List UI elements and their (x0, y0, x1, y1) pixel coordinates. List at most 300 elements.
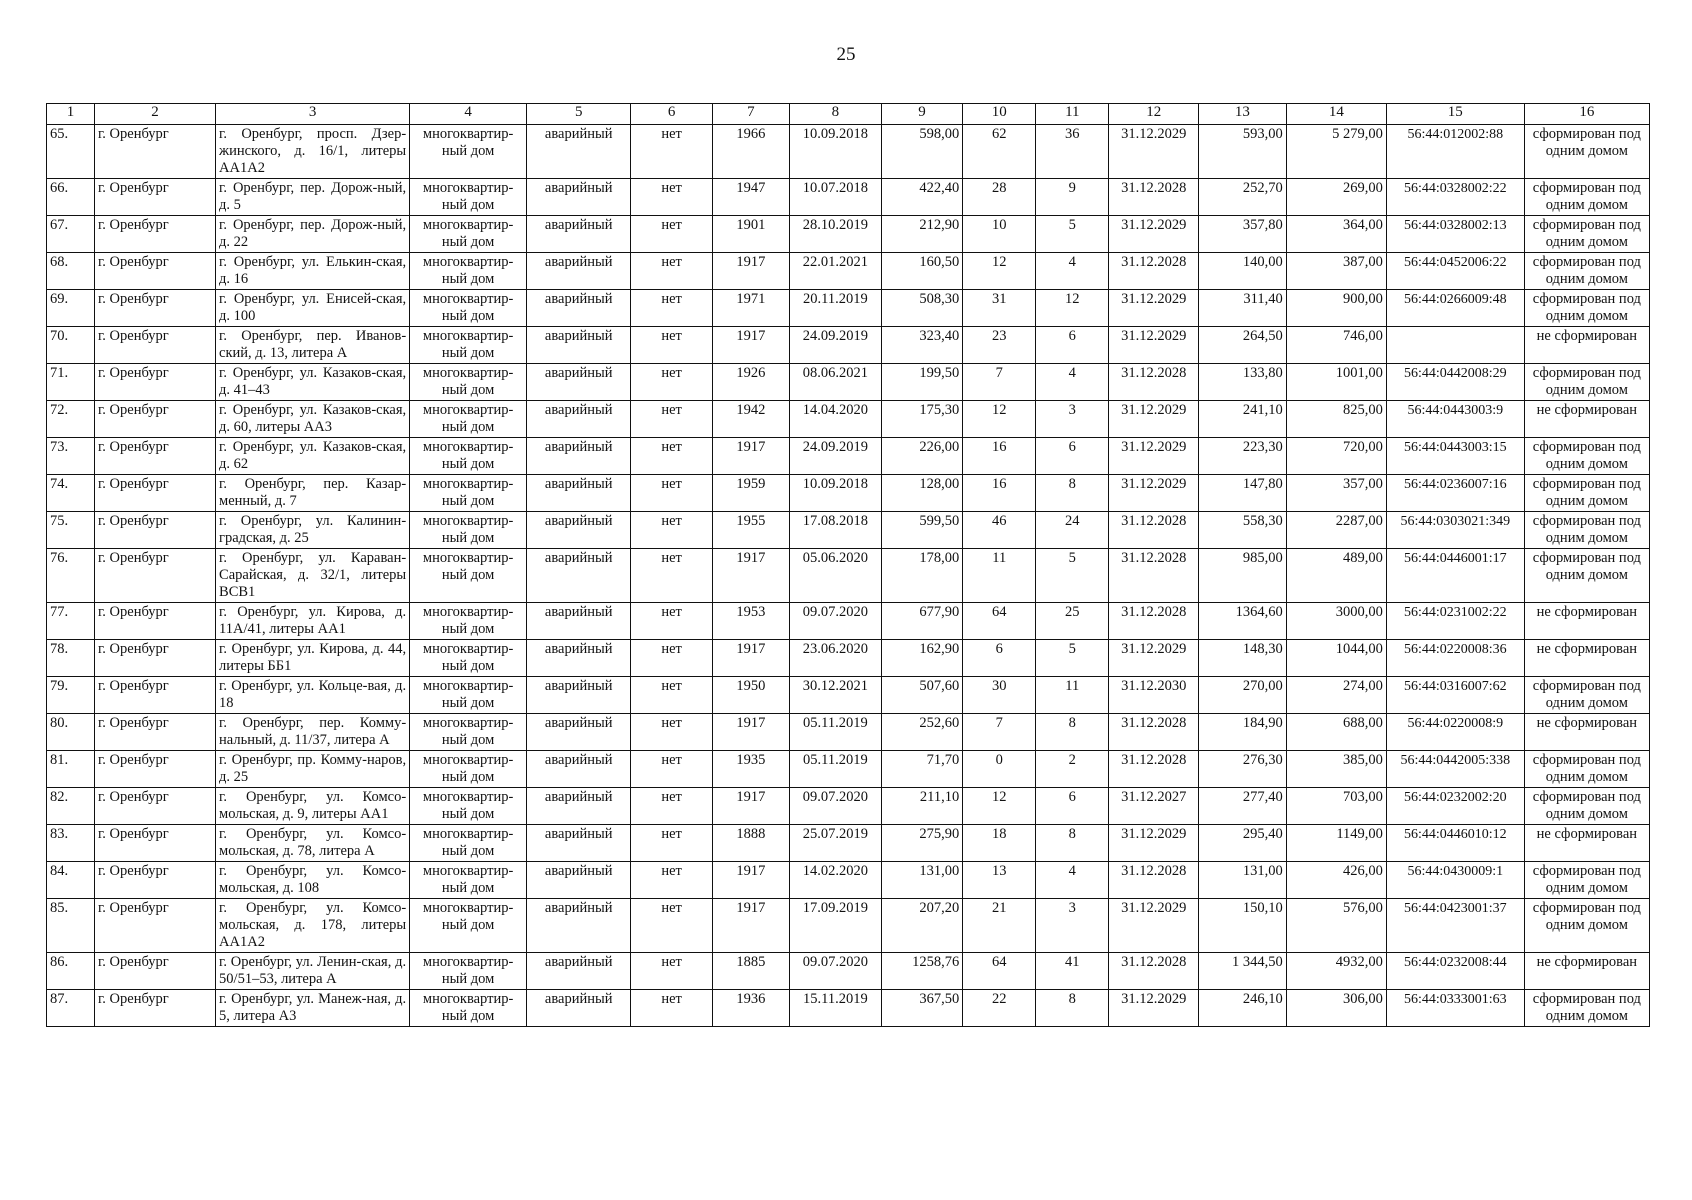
residents-cell: 31 (963, 290, 1036, 327)
area-cell: 128,00 (881, 475, 962, 512)
condition-cell: аварийный (527, 640, 631, 677)
column-13-cell: 140,00 (1199, 253, 1287, 290)
building-type-cell: многоквартир-ный дом (410, 125, 527, 179)
year-built-cell: 1917 (712, 714, 789, 751)
residents-cell: 13 (963, 862, 1036, 899)
building-type-cell: многоквартир-ный дом (410, 603, 527, 640)
recognition-date-cell: 23.06.2020 (790, 640, 882, 677)
column-13-cell: 270,00 (1199, 677, 1287, 714)
flag-cell: нет (631, 179, 712, 216)
cadastral-number-cell: 56:44:0266009:48 (1386, 290, 1524, 327)
flag-cell: нет (631, 549, 712, 603)
address-cell: г. Оренбург, пер. Иванов-ский, д. 13, литера А (216, 327, 410, 364)
table-row (47, 788, 1650, 825)
address-cell: г. Оренбург, ул. Кольце-вая, д. 18 (216, 677, 410, 714)
address-cell: г. Оренбург, пер. Казар-менный, д. 7 (216, 475, 410, 512)
residents-cell: 64 (963, 603, 1036, 640)
column-13-cell: 985,00 (1199, 549, 1287, 603)
residents-cell: 12 (963, 401, 1036, 438)
recognition-date-cell: 05.11.2019 (790, 751, 882, 788)
recognition-date-cell: 17.08.2018 (790, 512, 882, 549)
recognition-date-cell: 10.09.2018 (790, 125, 882, 179)
column-header-11: 11 (1036, 104, 1109, 125)
residents-cell: 11 (963, 549, 1036, 603)
table-row (47, 603, 1650, 640)
planned-date-cell: 31.12.2029 (1109, 825, 1199, 862)
recognition-date-cell: 05.11.2019 (790, 714, 882, 751)
cadastral-number-cell: 56:44:0442005:338 (1386, 751, 1524, 788)
year-built-cell: 1917 (712, 549, 789, 603)
row-number-cell: 78. (47, 640, 95, 677)
land-plot-status-cell: сформирован под одним домом (1524, 677, 1649, 714)
table-row (47, 899, 1650, 953)
column-14-cell: 720,00 (1286, 438, 1386, 475)
column-14-cell: 387,00 (1286, 253, 1386, 290)
residents-cell: 64 (963, 953, 1036, 990)
year-built-cell: 1901 (712, 216, 789, 253)
condition-cell: аварийный (527, 751, 631, 788)
land-plot-status-cell: сформирован под одним домом (1524, 862, 1649, 899)
row-number-cell: 87. (47, 990, 95, 1027)
condition-cell: аварийный (527, 825, 631, 862)
table-row (47, 179, 1650, 216)
planned-date-cell: 31.12.2028 (1109, 549, 1199, 603)
building-type-cell: многоквартир-ный дом (410, 401, 527, 438)
column-header-14: 14 (1286, 104, 1386, 125)
column-14-cell: 2287,00 (1286, 512, 1386, 549)
column-14-cell: 900,00 (1286, 290, 1386, 327)
units-cell: 6 (1036, 438, 1109, 475)
page-number: 25 (836, 44, 856, 65)
recognition-date-cell: 09.07.2020 (790, 788, 882, 825)
column-14-cell: 269,00 (1286, 179, 1386, 216)
column-14-cell: 4932,00 (1286, 953, 1386, 990)
table-row (47, 216, 1650, 253)
recognition-date-cell: 28.10.2019 (790, 216, 882, 253)
area-cell: 598,00 (881, 125, 962, 179)
city-cell: г. Оренбург (95, 549, 216, 603)
residents-cell: 12 (963, 788, 1036, 825)
city-cell: г. Оренбург (95, 640, 216, 677)
row-number-cell: 67. (47, 216, 95, 253)
land-plot-status-cell: не сформирован (1524, 401, 1649, 438)
condition-cell: аварийный (527, 253, 631, 290)
residents-cell: 12 (963, 253, 1036, 290)
condition-cell: аварийный (527, 953, 631, 990)
recognition-date-cell: 10.09.2018 (790, 475, 882, 512)
cadastral-number-cell: 56:44:012002:88 (1386, 125, 1524, 179)
column-14-cell: 688,00 (1286, 714, 1386, 751)
address-cell: г. Оренбург, ул. Елькин-ская, д. 16 (216, 253, 410, 290)
table-row (47, 549, 1650, 603)
flag-cell: нет (631, 751, 712, 788)
area-cell: 367,50 (881, 990, 962, 1027)
year-built-cell: 1942 (712, 401, 789, 438)
units-cell: 25 (1036, 603, 1109, 640)
table-row (47, 714, 1650, 751)
land-plot-status-cell: сформирован под одним домом (1524, 751, 1649, 788)
table-row (47, 438, 1650, 475)
cadastral-number-cell: 56:44:0430009:1 (1386, 862, 1524, 899)
area-cell: 677,90 (881, 603, 962, 640)
year-built-cell: 1917 (712, 327, 789, 364)
column-header-3: 3 (216, 104, 410, 125)
units-cell: 3 (1036, 401, 1109, 438)
planned-date-cell: 31.12.2028 (1109, 862, 1199, 899)
units-cell: 11 (1036, 677, 1109, 714)
units-cell: 5 (1036, 549, 1109, 603)
flag-cell: нет (631, 216, 712, 253)
table-row (47, 401, 1650, 438)
recognition-date-cell: 08.06.2021 (790, 364, 882, 401)
column-13-cell: 277,40 (1199, 788, 1287, 825)
column-13-cell: 241,10 (1199, 401, 1287, 438)
year-built-cell: 1917 (712, 640, 789, 677)
city-cell: г. Оренбург (95, 677, 216, 714)
planned-date-cell: 31.12.2029 (1109, 640, 1199, 677)
table-row (47, 751, 1650, 788)
units-cell: 6 (1036, 788, 1109, 825)
condition-cell: аварийный (527, 899, 631, 953)
address-cell: г. Оренбург, ул. Кирова, д. 11А/41, литеры АА1 (216, 603, 410, 640)
city-cell: г. Оренбург (95, 401, 216, 438)
city-cell: г. Оренбург (95, 253, 216, 290)
address-cell: г. Оренбург, ул. Комсо-мольская, д. 78, литера А (216, 825, 410, 862)
planned-date-cell: 31.12.2028 (1109, 179, 1199, 216)
units-cell: 12 (1036, 290, 1109, 327)
row-number-cell: 82. (47, 788, 95, 825)
column-header-16: 16 (1524, 104, 1649, 125)
row-number-cell: 70. (47, 327, 95, 364)
address-cell: г. Оренбург, ул. Комсо-мольская, д. 108 (216, 862, 410, 899)
address-cell: г. Оренбург, ул. Казаков-ская, д. 62 (216, 438, 410, 475)
planned-date-cell: 31.12.2028 (1109, 364, 1199, 401)
area-cell: 178,00 (881, 549, 962, 603)
condition-cell: аварийный (527, 788, 631, 825)
recognition-date-cell: 14.02.2020 (790, 862, 882, 899)
area-cell: 508,30 (881, 290, 962, 327)
cadastral-number-cell: 56:44:0333001:63 (1386, 990, 1524, 1027)
column-14-cell: 703,00 (1286, 788, 1386, 825)
column-13-cell: 295,40 (1199, 825, 1287, 862)
table-row (47, 327, 1650, 364)
table-body (47, 125, 1650, 1027)
residents-cell: 62 (963, 125, 1036, 179)
column-14-cell: 5 279,00 (1286, 125, 1386, 179)
building-type-cell: многоквартир-ный дом (410, 714, 527, 751)
units-cell: 8 (1036, 825, 1109, 862)
land-plot-status-cell: сформирован под одним домом (1524, 512, 1649, 549)
address-cell: г. Оренбург, ул. Кирова, д. 44, литеры ББ1 (216, 640, 410, 677)
year-built-cell: 1885 (712, 953, 789, 990)
area-cell: 71,70 (881, 751, 962, 788)
recognition-date-cell: 14.04.2020 (790, 401, 882, 438)
area-cell: 160,50 (881, 253, 962, 290)
column-header-5: 5 (527, 104, 631, 125)
planned-date-cell: 31.12.2029 (1109, 475, 1199, 512)
address-cell: г. Оренбург, ул. Ленин-ская, д. 50/51–53, литера А (216, 953, 410, 990)
flag-cell: нет (631, 714, 712, 751)
building-type-cell: многоквартир-ный дом (410, 990, 527, 1027)
column-header-12: 12 (1109, 104, 1199, 125)
planned-date-cell: 31.12.2029 (1109, 290, 1199, 327)
cadastral-number-cell: 56:44:0236007:16 (1386, 475, 1524, 512)
row-number-cell: 69. (47, 290, 95, 327)
year-built-cell: 1888 (712, 825, 789, 862)
units-cell: 9 (1036, 179, 1109, 216)
city-cell: г. Оренбург (95, 216, 216, 253)
column-14-cell: 274,00 (1286, 677, 1386, 714)
area-cell: 199,50 (881, 364, 962, 401)
column-header-8: 8 (790, 104, 882, 125)
city-cell: г. Оренбург (95, 751, 216, 788)
residents-cell: 6 (963, 640, 1036, 677)
building-type-cell: многоквартир-ный дом (410, 677, 527, 714)
land-plot-status-cell: сформирован под одним домом (1524, 990, 1649, 1027)
building-type-cell: многоквартир-ный дом (410, 788, 527, 825)
column-13-cell: 1 344,50 (1199, 953, 1287, 990)
cadastral-number-cell: 56:44:0423001:37 (1386, 899, 1524, 953)
column-14-cell: 306,00 (1286, 990, 1386, 1027)
land-plot-status-cell: сформирован под одним домом (1524, 253, 1649, 290)
flag-cell: нет (631, 788, 712, 825)
column-13-cell: 311,40 (1199, 290, 1287, 327)
recognition-date-cell: 30.12.2021 (790, 677, 882, 714)
row-number-cell: 77. (47, 603, 95, 640)
column-14-cell: 489,00 (1286, 549, 1386, 603)
building-type-cell: многоквартир-ный дом (410, 512, 527, 549)
building-type-cell: многоквартир-ный дом (410, 216, 527, 253)
cadastral-number-cell: 56:44:0232008:44 (1386, 953, 1524, 990)
recognition-date-cell: 10.07.2018 (790, 179, 882, 216)
planned-date-cell: 31.12.2029 (1109, 401, 1199, 438)
city-cell: г. Оренбург (95, 788, 216, 825)
table-row (47, 253, 1650, 290)
condition-cell: аварийный (527, 438, 631, 475)
address-cell: г. Оренбург, пер. Дорож-ный, д. 22 (216, 216, 410, 253)
units-cell: 2 (1036, 751, 1109, 788)
table-row (47, 825, 1650, 862)
address-cell: г. Оренбург, ул. Казаков-ская, д. 60, литеры АА3 (216, 401, 410, 438)
cadastral-number-cell: 56:44:0232002:20 (1386, 788, 1524, 825)
land-plot-status-cell: не сформирован (1524, 603, 1649, 640)
residents-cell: 16 (963, 438, 1036, 475)
recognition-date-cell: 22.01.2021 (790, 253, 882, 290)
address-cell: г. Оренбург, пер. Комму-нальный, д. 11/37, литера А (216, 714, 410, 751)
column-14-cell: 385,00 (1286, 751, 1386, 788)
year-built-cell: 1917 (712, 438, 789, 475)
table-row (47, 364, 1650, 401)
area-cell: 1258,76 (881, 953, 962, 990)
area-cell: 599,50 (881, 512, 962, 549)
cadastral-number-cell: 56:44:0446010:12 (1386, 825, 1524, 862)
row-number-cell: 84. (47, 862, 95, 899)
column-number-header-row (47, 104, 1650, 125)
land-plot-status-cell: сформирован под одним домом (1524, 125, 1649, 179)
recognition-date-cell: 15.11.2019 (790, 990, 882, 1027)
planned-date-cell: 31.12.2027 (1109, 788, 1199, 825)
flag-cell: нет (631, 677, 712, 714)
column-header-13: 13 (1199, 104, 1287, 125)
units-cell: 8 (1036, 714, 1109, 751)
units-cell: 24 (1036, 512, 1109, 549)
flag-cell: нет (631, 990, 712, 1027)
city-cell: г. Оренбург (95, 475, 216, 512)
area-cell: 131,00 (881, 862, 962, 899)
building-type-cell: многоквартир-ный дом (410, 290, 527, 327)
flag-cell: нет (631, 475, 712, 512)
area-cell: 252,60 (881, 714, 962, 751)
condition-cell: аварийный (527, 990, 631, 1027)
table-row (47, 475, 1650, 512)
condition-cell: аварийный (527, 125, 631, 179)
column-13-cell: 1364,60 (1199, 603, 1287, 640)
flag-cell: нет (631, 253, 712, 290)
column-13-cell: 264,50 (1199, 327, 1287, 364)
row-number-cell: 74. (47, 475, 95, 512)
row-number-cell: 65. (47, 125, 95, 179)
flag-cell: нет (631, 953, 712, 990)
building-type-cell: многоквартир-ный дом (410, 549, 527, 603)
column-13-cell: 357,80 (1199, 216, 1287, 253)
city-cell: г. Оренбург (95, 899, 216, 953)
address-cell: г. Оренбург, ул. Калинин-градская, д. 25 (216, 512, 410, 549)
table-row (47, 990, 1650, 1027)
area-cell: 162,90 (881, 640, 962, 677)
column-header-2: 2 (95, 104, 216, 125)
residents-cell: 22 (963, 990, 1036, 1027)
units-cell: 5 (1036, 640, 1109, 677)
cadastral-number-cell: 56:44:0442008:29 (1386, 364, 1524, 401)
year-built-cell: 1947 (712, 179, 789, 216)
table-row (47, 512, 1650, 549)
land-plot-status-cell: не сформирован (1524, 953, 1649, 990)
column-header-1: 1 (47, 104, 95, 125)
residents-cell: 0 (963, 751, 1036, 788)
area-cell: 226,00 (881, 438, 962, 475)
residents-cell: 18 (963, 825, 1036, 862)
condition-cell: аварийный (527, 179, 631, 216)
land-plot-status-cell: не сформирован (1524, 327, 1649, 364)
row-number-cell: 71. (47, 364, 95, 401)
land-plot-status-cell: сформирован под одним домом (1524, 549, 1649, 603)
cadastral-number-cell: 56:44:0452006:22 (1386, 253, 1524, 290)
condition-cell: аварийный (527, 364, 631, 401)
planned-date-cell: 31.12.2029 (1109, 327, 1199, 364)
column-13-cell: 593,00 (1199, 125, 1287, 179)
recognition-date-cell: 17.09.2019 (790, 899, 882, 953)
residents-cell: 46 (963, 512, 1036, 549)
residents-cell: 28 (963, 179, 1036, 216)
column-header-15: 15 (1386, 104, 1524, 125)
city-cell: г. Оренбург (95, 364, 216, 401)
city-cell: г. Оренбург (95, 603, 216, 640)
row-number-cell: 72. (47, 401, 95, 438)
city-cell: г. Оренбург (95, 825, 216, 862)
planned-date-cell: 31.12.2028 (1109, 751, 1199, 788)
row-number-cell: 68. (47, 253, 95, 290)
column-14-cell: 1001,00 (1286, 364, 1386, 401)
building-type-cell: многоквартир-ный дом (410, 862, 527, 899)
condition-cell: аварийный (527, 216, 631, 253)
city-cell: г. Оренбург (95, 327, 216, 364)
year-built-cell: 1926 (712, 364, 789, 401)
cadastral-number-cell: 56:44:0446001:17 (1386, 549, 1524, 603)
planned-date-cell: 31.12.2029 (1109, 216, 1199, 253)
building-type-cell: многоквартир-ный дом (410, 364, 527, 401)
city-cell: г. Оренбург (95, 512, 216, 549)
table-row (47, 290, 1650, 327)
units-cell: 8 (1036, 990, 1109, 1027)
table-row (47, 677, 1650, 714)
column-13-cell: 558,30 (1199, 512, 1287, 549)
column-13-cell: 133,80 (1199, 364, 1287, 401)
planned-date-cell: 31.12.2028 (1109, 953, 1199, 990)
flag-cell: нет (631, 862, 712, 899)
units-cell: 8 (1036, 475, 1109, 512)
recognition-date-cell: 20.11.2019 (790, 290, 882, 327)
address-cell: г. Оренбург, ул. Енисей-ская, д. 100 (216, 290, 410, 327)
residents-cell: 7 (963, 714, 1036, 751)
cadastral-number-cell: 56:44:0316007:62 (1386, 677, 1524, 714)
recognition-date-cell: 05.06.2020 (790, 549, 882, 603)
land-plot-status-cell: сформирован под одним домом (1524, 290, 1649, 327)
address-cell: г. Оренбург, просп. Дзер-жинского, д. 16/1, литеры АА1А2 (216, 125, 410, 179)
flag-cell: нет (631, 603, 712, 640)
column-header-10: 10 (963, 104, 1036, 125)
land-plot-status-cell: не сформирован (1524, 640, 1649, 677)
condition-cell: аварийный (527, 475, 631, 512)
cadastral-number-cell: 56:44:0303021:349 (1386, 512, 1524, 549)
building-type-cell: многоквартир-ный дом (410, 751, 527, 788)
column-13-cell: 131,00 (1199, 862, 1287, 899)
land-plot-status-cell: не сформирован (1524, 714, 1649, 751)
land-plot-status-cell: сформирован под одним домом (1524, 438, 1649, 475)
planned-date-cell: 31.12.2030 (1109, 677, 1199, 714)
area-cell: 275,90 (881, 825, 962, 862)
units-cell: 4 (1036, 253, 1109, 290)
condition-cell: аварийный (527, 549, 631, 603)
land-plot-status-cell: сформирован под одним домом (1524, 475, 1649, 512)
recognition-date-cell: 24.09.2019 (790, 438, 882, 475)
planned-date-cell: 31.12.2028 (1109, 512, 1199, 549)
units-cell: 41 (1036, 953, 1109, 990)
residents-cell: 7 (963, 364, 1036, 401)
row-number-cell: 75. (47, 512, 95, 549)
cadastral-number-cell: 56:44:0443003:9 (1386, 401, 1524, 438)
flag-cell: нет (631, 899, 712, 953)
recognition-date-cell: 24.09.2019 (790, 327, 882, 364)
condition-cell: аварийный (527, 290, 631, 327)
city-cell: г. Оренбург (95, 290, 216, 327)
column-14-cell: 1044,00 (1286, 640, 1386, 677)
city-cell: г. Оренбург (95, 953, 216, 990)
column-14-cell: 576,00 (1286, 899, 1386, 953)
planned-date-cell: 31.12.2028 (1109, 253, 1199, 290)
planned-date-cell: 31.12.2029 (1109, 990, 1199, 1027)
address-cell: г. Оренбург, пер. Дорож-ный, д. 5 (216, 179, 410, 216)
cadastral-number-cell: 56:44:0231002:22 (1386, 603, 1524, 640)
table-row (47, 862, 1650, 899)
city-cell: г. Оренбург (95, 990, 216, 1027)
planned-date-cell: 31.12.2028 (1109, 714, 1199, 751)
table-row (47, 640, 1650, 677)
flag-cell: нет (631, 512, 712, 549)
cadastral-number-cell: 56:44:0220008:9 (1386, 714, 1524, 751)
building-type-cell: многоквартир-ный дом (410, 475, 527, 512)
row-number-cell: 79. (47, 677, 95, 714)
column-14-cell: 364,00 (1286, 216, 1386, 253)
